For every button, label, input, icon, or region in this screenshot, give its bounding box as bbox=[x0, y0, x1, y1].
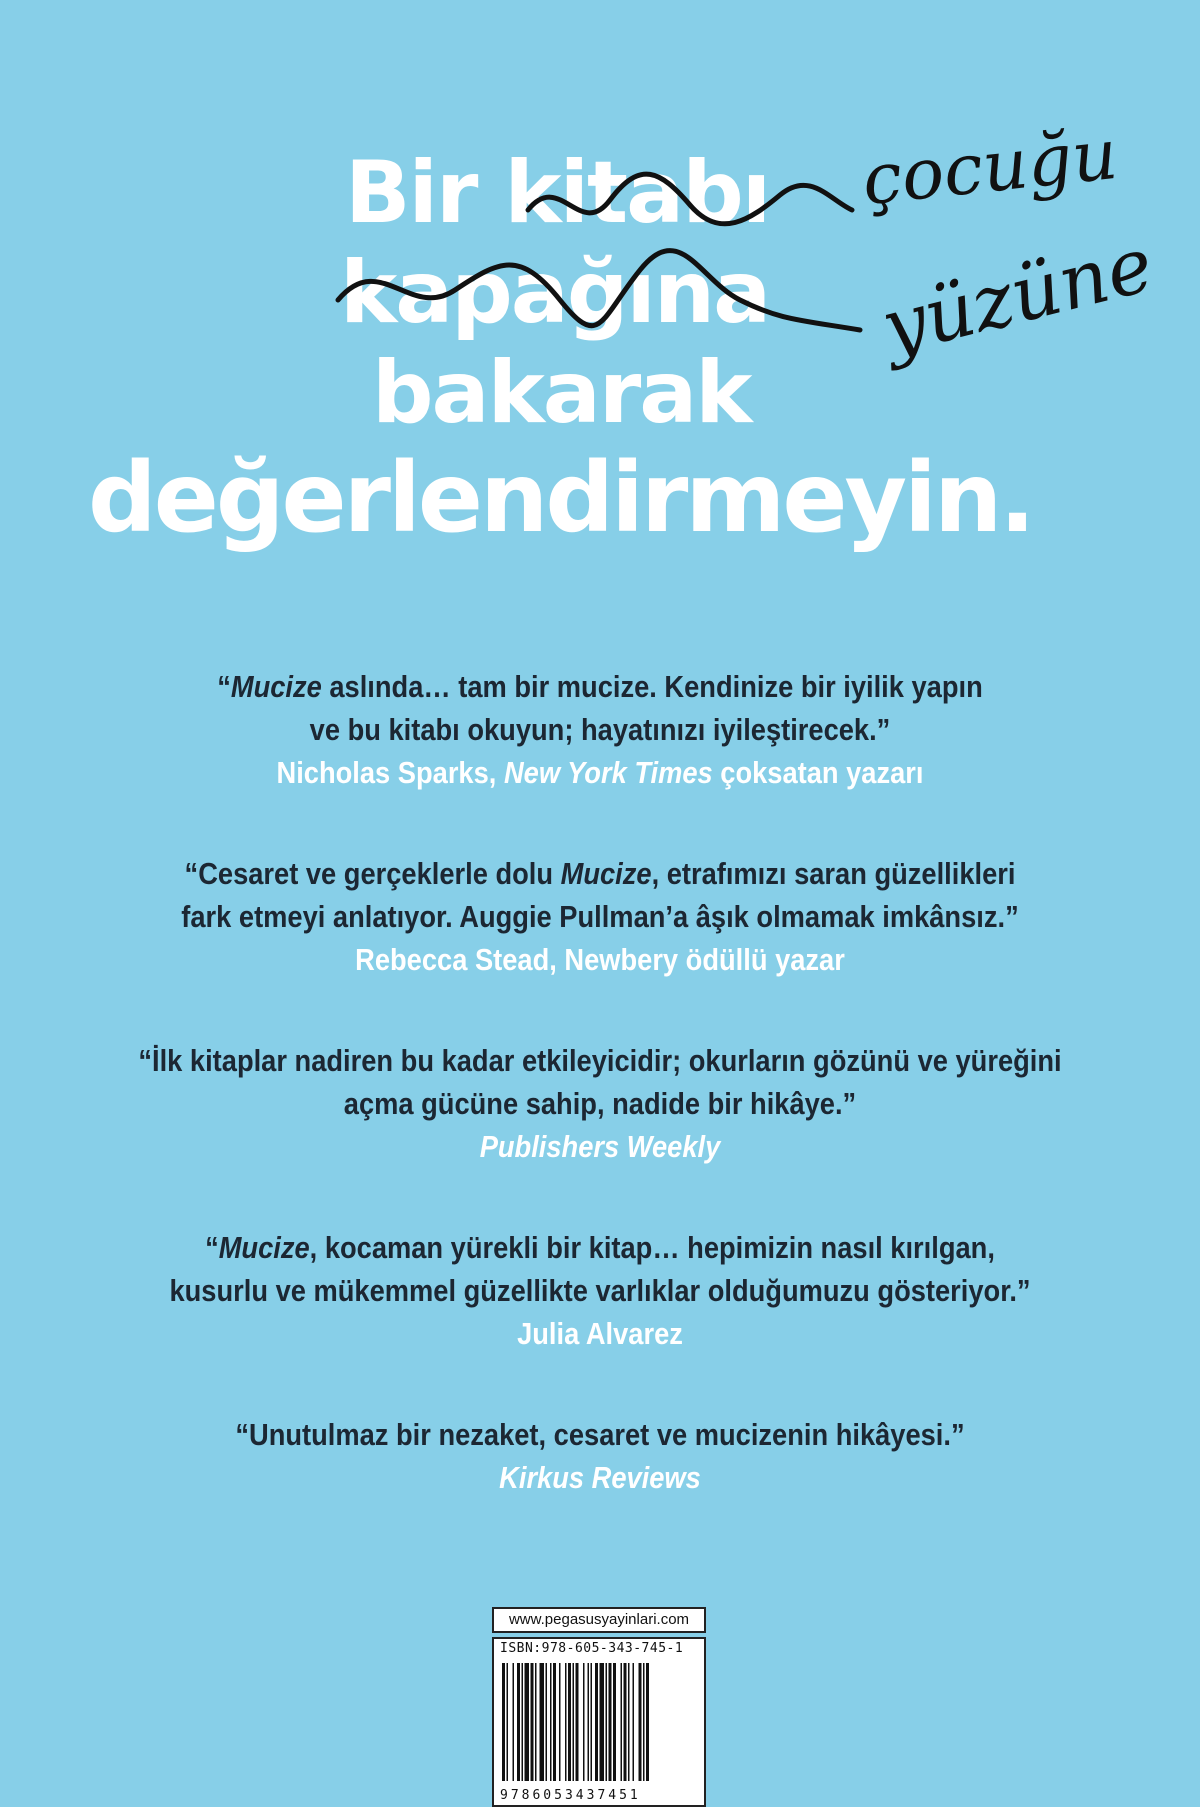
barcode-bar bbox=[613, 1663, 616, 1781]
barcode-bar bbox=[646, 1663, 649, 1781]
barcode-bar bbox=[517, 1663, 520, 1781]
barcode-bar bbox=[600, 1663, 605, 1781]
quote-line: açma gücüne sahip, nadide bir hikâye.” bbox=[343, 1086, 857, 1121]
barcode-bar bbox=[540, 1663, 545, 1781]
quote-block bbox=[0, 852, 1200, 981]
quote-line: “Cesaret ve gerçeklerle dolu Mucize, etrafımızı saran güzellikleri bbox=[184, 856, 1016, 891]
barcode-bar bbox=[588, 1663, 590, 1781]
barcode-bar bbox=[565, 1663, 567, 1781]
barcode-bar bbox=[550, 1663, 552, 1781]
barcode-bar bbox=[595, 1663, 598, 1781]
barcode-bar bbox=[573, 1663, 575, 1781]
quote-block bbox=[0, 665, 1200, 794]
barcode-bar bbox=[628, 1663, 630, 1781]
quote-attribution: Kirkus Reviews bbox=[499, 1460, 701, 1495]
quote-attribution: Publishers Weekly bbox=[479, 1129, 721, 1164]
headline-line-4: değerlendirmeyin. bbox=[88, 442, 1033, 554]
quote-line: kusurlu ve mükemmel güzellikte varlıklar olduğumuzu gösteriyor.” bbox=[169, 1273, 1031, 1308]
barcode-bar bbox=[531, 1663, 534, 1781]
barcode-bar bbox=[513, 1663, 515, 1781]
quote-line: ve bu kitabı okuyun; hayatınızı iyileştirecek.” bbox=[309, 712, 891, 747]
quote-block bbox=[0, 1226, 1200, 1355]
barcode-panel bbox=[492, 1607, 706, 1807]
barcode-bar bbox=[609, 1663, 612, 1781]
handwritten-word-1: çocuğu bbox=[858, 112, 1122, 222]
barcode-bar bbox=[621, 1663, 623, 1781]
quote-line: “Mucize aslında… tam bir mucize. Kendinize bir iyilik yapın bbox=[217, 669, 983, 704]
barcode-bar bbox=[502, 1663, 505, 1781]
barcode-bar bbox=[576, 1663, 579, 1781]
quote-block bbox=[0, 1413, 1200, 1499]
barcode-bar bbox=[507, 1663, 509, 1781]
barcode-bar bbox=[591, 1663, 593, 1781]
quote-block bbox=[0, 1039, 1200, 1168]
barcode-bars bbox=[502, 1663, 698, 1781]
ean-number: 9786053437451 bbox=[500, 1788, 641, 1803]
quote-line: “İlk kitaplar nadiren bu kadar etkileyicidir; okurların gözünü ve yüreğini bbox=[138, 1043, 1062, 1078]
barcode-bar bbox=[553, 1663, 556, 1781]
barcode-bar bbox=[559, 1663, 561, 1781]
barcode-bar bbox=[546, 1663, 548, 1781]
barcode-bar bbox=[606, 1663, 608, 1781]
barcode-bar bbox=[535, 1663, 537, 1781]
isbn-barcode bbox=[492, 1637, 706, 1807]
quote-attribution: Julia Alvarez bbox=[517, 1316, 683, 1351]
barcode-bar bbox=[643, 1663, 645, 1781]
barcode-bar bbox=[639, 1663, 642, 1781]
barcode-bar bbox=[525, 1663, 530, 1781]
headline-line-1: Bir kitabı bbox=[345, 143, 770, 243]
quote-line: fark etmeyi anlatıyor. Auggie Pullman’a âşık olmamak imkânsız.” bbox=[181, 899, 1019, 934]
handwritten-word-2: yüzüne bbox=[873, 219, 1162, 372]
barcode-bar bbox=[522, 1663, 524, 1781]
quote-attribution: Rebecca Stead, Newbery ödüllü yazar bbox=[355, 942, 845, 977]
barcode-bar bbox=[633, 1663, 635, 1781]
publisher-url: www.pegasusyayinlari.com bbox=[492, 1607, 706, 1633]
quote-line: “Mucize, kocaman yürekli bir kitap… hepimizin nasıl kırılgan, bbox=[205, 1230, 995, 1265]
headline-line-2: kapağına bbox=[340, 243, 770, 343]
barcode-bar bbox=[583, 1663, 585, 1781]
barcode-bar bbox=[568, 1663, 571, 1781]
barcode-bar bbox=[624, 1663, 627, 1781]
headline-line-3: bakarak bbox=[372, 343, 751, 443]
quote-attribution: Nicholas Sparks, New York Times çoksatan yazarı bbox=[276, 755, 924, 790]
isbn-label: ISBN:978-605-343-745-1 bbox=[500, 1641, 684, 1656]
quote-line: “Unutulmaz bir nezaket, cesaret ve mucizenin hikâyesi.” bbox=[235, 1417, 965, 1452]
